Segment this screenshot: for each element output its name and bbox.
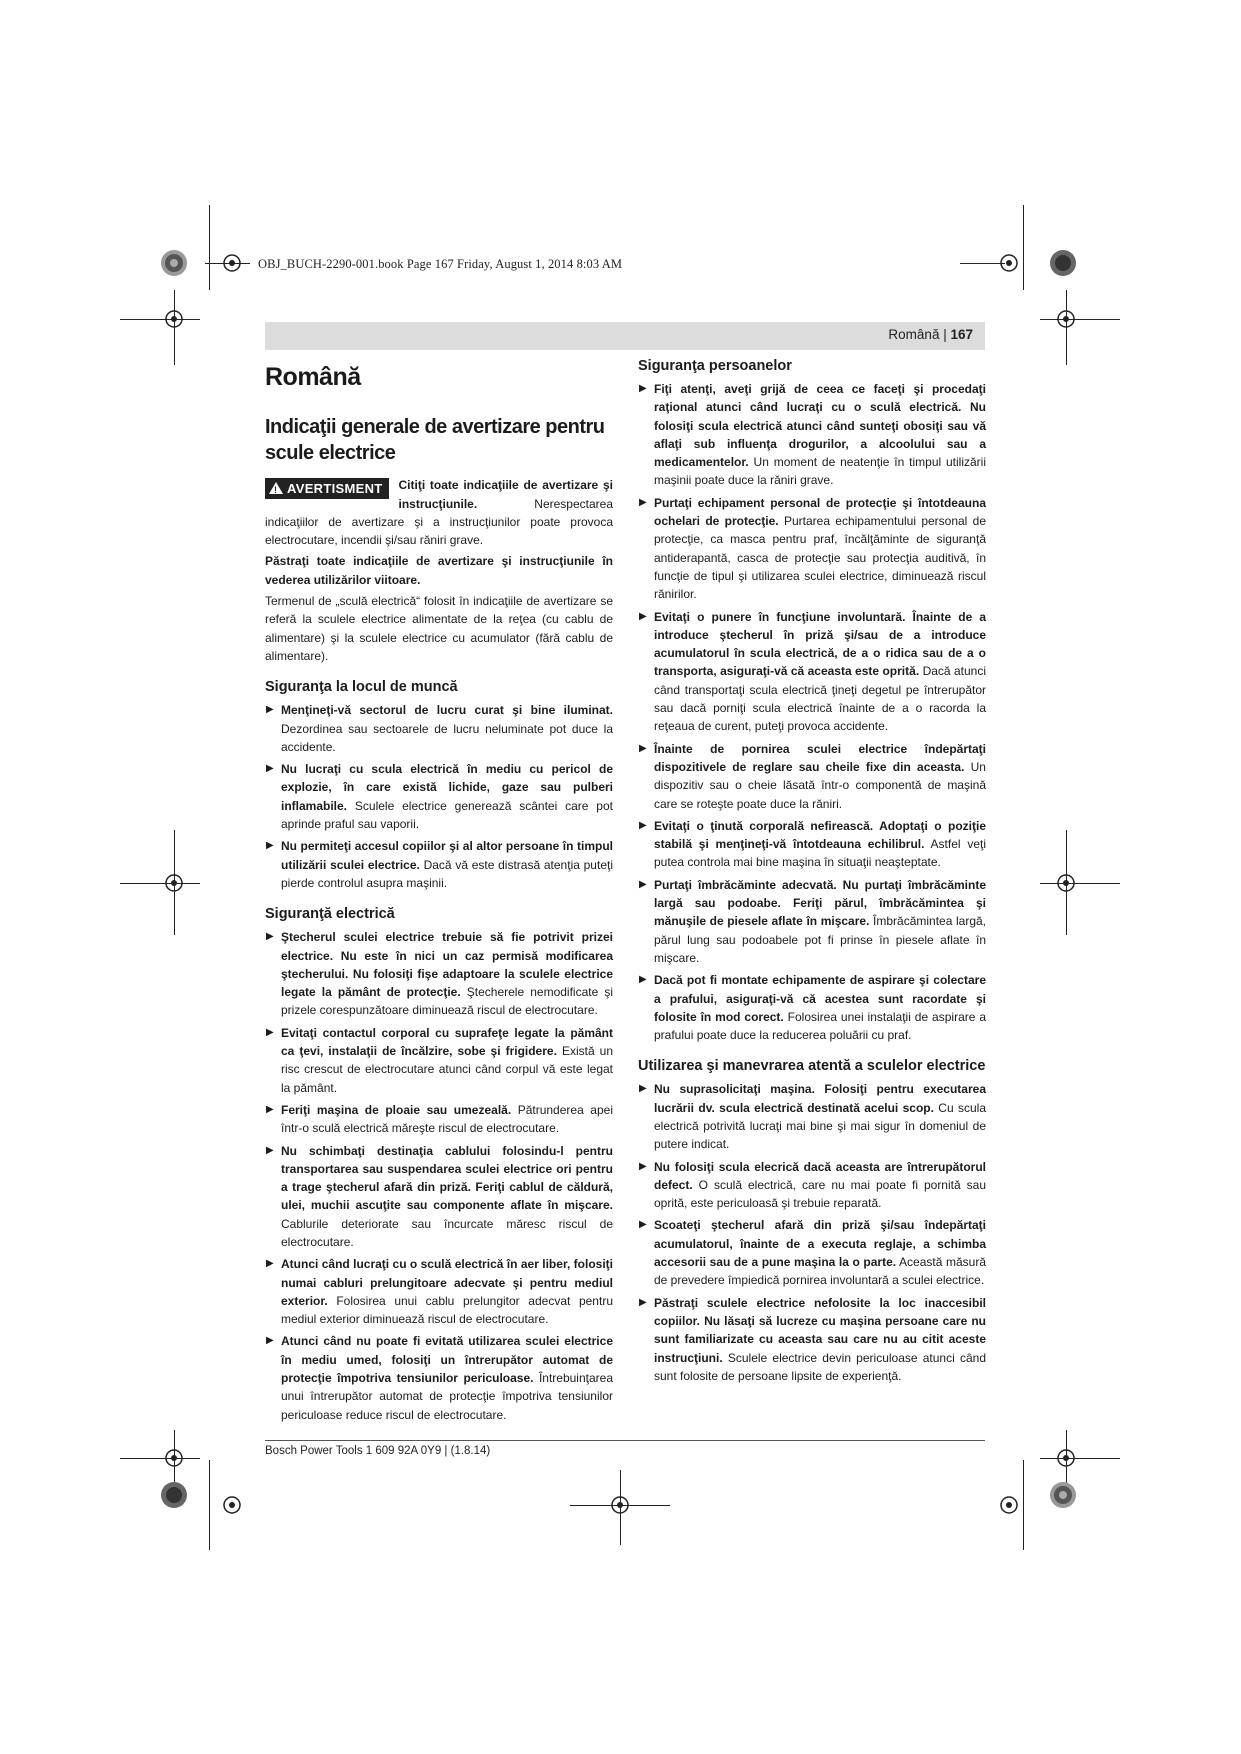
list-item [638,971,986,1044]
list-item [638,740,986,813]
item-text: Îmbrăcămintea largă, părul lung sau podoabele pot fi prinse în piesele aflate în mişcare. [654,914,986,965]
item-text: Întrebuinţarea unui întrerupător automat de protecţie împotriva tensiunilor periculoase reduce riscul de electrocutare. [281,1371,613,1422]
item-text: Dacă vă este distrasă atenţia puteţi pierde controlul asupra maşinii. [281,857,613,890]
bullet-arrow-icon: ▶ [639,878,647,890]
section-heading: Utilizarea şi manevrarea atentă a sculelor electrice [638,1058,986,1075]
item-text: Folosirea unei instalaţii de aspirare a prafului poate duce la reducerea poluării cu praf. [654,1009,986,1043]
page-number: 167 [950,327,973,342]
item-bold-text: Purtaţi îmbrăcăminte adecvată. Nu purtaţi îmbrăcăminte largă sau podoabe. Feriţi părul, îmbrăcămintea şi mănuşile de piesele aflate în mişcare. [654,877,986,929]
list-item [265,1024,613,1097]
bullet-arrow-icon: ▶ [639,742,647,754]
crosshair-icon [1053,306,1079,332]
item-text: O sculă electrică, care nu mai poate fi pornită sau oprită, este periculoasă şi trebuie reparată. [654,1177,986,1211]
crosshair-icon [219,250,245,276]
crosshair-icon [607,1492,633,1518]
item-text: Purtarea echipamentului personal de protecţie, ca masca pentru praf, încălţăminte de siguranţă antiderapantă, casca de protecţie sau protecţia auditivă, în funcţie de tipul şi utilizarea sculei electrice, diminuează riscul rănirilor. [654,514,987,602]
left-column [265,356,613,1428]
item-text: Cablurile deteriorate sau încurcate măresc riscul de electrocutare. [281,1216,613,1249]
item-text: Un moment de neatenţie în timpul utilizării maşinii poate duce la răniri grave. [654,455,986,488]
warning-text: Nerespectarea indicaţiilor de avertizare şi a instrucţiunilor poate provoca electrocutare, incendii şi/sau răniri grave. [265,496,613,548]
bullet-arrow-icon: ▶ [266,1335,274,1347]
book-slug: OBJ_BUCH-2290-001.book Page 167 Friday, August 1, 2014 8:03 AM [258,257,623,271]
list-item [638,1294,986,1385]
registration-target-icon [159,1480,189,1510]
bullet-arrow-icon: ▶ [639,819,647,831]
right-column [638,356,986,1389]
list-item [638,1158,986,1213]
list-item [638,380,986,490]
list-item [638,608,986,736]
item-bold-text: Scoateţi ştecherul afară din priză şi/sau îndepărtaţi acumulatorul, înainte de a executa reglaje, a schimba accesorii sau de a pune maşina la o parte. [654,1218,986,1270]
bullet-arrow-icon: ▶ [639,974,647,986]
bullet-arrow-icon: ▶ [266,1144,274,1156]
bullet-list [638,380,986,1044]
item-bold-text: Înainte de pornirea sculei electrice îndepărtaţi dispozitivele de reglare sau cheile fixe din aceasta. [654,741,986,774]
item-text: Ştecherele nemodificate şi prizele corespunzătoare diminuează riscul de electrocutare. [281,985,614,1018]
header-separator: | [939,327,951,342]
bullet-arrow-icon: ▶ [639,610,647,622]
item-bold-text: Nu folosiţi scula elecrică dacă aceasta are întrerupătorul defect. [654,1159,986,1192]
item-bold-text: Feriţi maşina de ploaie sau umezeală. [281,1102,512,1117]
item-text: Folosirea unui cablu prelungitor adecvat pentru mediul exterior diminuează riscul de electrocutare. [281,1293,613,1327]
list-item [638,1216,986,1289]
list-item [638,1080,986,1153]
item-bold-text: Nu lucraţi cu scula electrică în mediu cu pericol de explozie, în care există lichide, gaze sau pulberi inflamabile. [281,762,613,813]
bullet-arrow-icon: ▶ [639,1219,647,1231]
item-text: Această măsură de prevedere împiedică pornirea involuntară a sculei electrice. [654,1255,986,1288]
warning-badge-label: AVERTISMENT [287,481,383,497]
bullet-arrow-icon: ▶ [639,496,647,508]
section-heading: Siguranţă electrică [265,906,395,923]
item-text: Un dispozitiv sau o cheie lăsată într-o componentă de maşină care se roteşte poate duce la răniri. [654,759,986,811]
right-sections [638,356,986,1385]
header-section: Română [888,327,940,342]
item-text: Cu scula electrică potrivită lucraţi mai bine şi mai sigur în domeniul de putere indicat. [654,1100,986,1152]
item-text: Pătrunderea apei într-o sculă electrică măreşte riscul de electrocutare. [281,1102,613,1136]
left-sections [265,677,613,1424]
bullet-arrow-icon: ▶ [639,1160,647,1172]
bullet-list [265,928,613,1424]
registration-target-icon [159,248,189,278]
list-item [265,760,613,833]
warning-triangle-icon [269,482,283,494]
item-bold-text: Nu permiteţi accesul copiilor şi al altor persoane în timpul utilizării sculei electrice. [281,839,613,872]
bullet-arrow-icon: ▶ [266,1026,274,1038]
item-bold-text: Purtaţi echipament personal de protecţie şi întotdeauna ochelari de protecţie. [654,495,986,529]
item-bold-text: Evitaţi o ţinută corporală nefirească. Adoptaţi o poziţie stabilă şi menţineţi-vă întotdeauna echilibrul. [654,818,986,852]
item-bold-text: Dacă pot fi montate echipamente de aspirare şi colectare a prafului, asiguraţi-vă că acestea sunt racordate şi folosite în mod corect. [654,973,986,1024]
item-bold-text: Păstraţi sculele electrice nefolosite la loc inaccesibil copiilor. Nu lăsaţi să lucreze cu maşina persoane care nu sunt familiarizate cu aceasta sau care nu au citit aceste instrucţiuni. [654,1295,986,1365]
item-text: Astfel veţi putea controla mai bine maşina în situaţii neaşteptate. [654,837,986,870]
page-header [265,322,985,350]
header-page-label [888,327,973,342]
item-text: Sculele electrice generează scântei care pot aprinde praful sau vaporii. [281,798,613,832]
bullet-list [638,1080,986,1385]
footer-text: Bosch Power Tools 1 609 92A 0Y9 | (1.8.14) [265,1445,491,1457]
bullet-arrow-icon: ▶ [266,763,274,775]
list-item [265,701,613,756]
item-bold-text: Fiţi atenţi, aveţi grijă de ceea ce faceţi şi procedaţi raţional atunci când lucraţi cu o sculă electrică. Nu folosiţi scula electrică atunci când sunteţi obosiţi sau vă aflaţi sub influenţa drogurilor, a alcoolului sau a medicamentelor. [654,382,986,470]
keep-instructions-text: Păstraţi toate indicaţiile de avertizare şi instrucţiunile în vederea utilizărilor viitoare. [265,554,613,587]
bullet-arrow-icon: ▶ [266,1103,274,1115]
bullet-arrow-icon: ▶ [266,840,274,852]
bullet-arrow-icon: ▶ [639,383,647,394]
item-text: Dezordinea sau sectoarele de lucru neluminate pot duce la accidente. [281,721,613,754]
list-item [265,1101,613,1138]
item-bold-text: Menţineţi-vă sectorul de lucru curat şi bine iluminat. [281,703,613,718]
crosshair-icon [1053,870,1079,896]
crosshair-icon [996,250,1022,276]
item-text: Sculele electrice devin periculoase atunci când sunt folosite de persoane lipsite de experienţă. [654,1350,986,1383]
list-item [265,837,613,892]
item-text: Dacă atunci când transportaţi scula electrică ţineţi degetul pe întrerupător sau dacă porniţi scula electrică înainte de a o racorda la reţeaua de curent, puteţi provoca accidente. [654,664,987,734]
list-item [265,1332,613,1423]
warning-block [265,476,613,552]
item-text: Există un risc crescut de electrocutare atunci când corpul vă este legat la pământ. [281,1044,613,1095]
section-title: Indicaţii generale de avertizare pentru scule electrice [265,416,605,465]
item-bold-text: Nu suprasolicitaţi maşina. Folosiţi pentru executarea lucrării dv. scula electrică destinată acelui scop. [654,1082,986,1115]
list-item [265,928,613,1019]
registration-target-icon [1048,1480,1078,1510]
page-title: Română [265,363,361,391]
crosshair-icon [161,870,187,896]
bullet-arrow-icon: ▶ [639,1083,647,1095]
item-bold-text: Atunci când nu poate fi evitată utilizarea sculei electrice în mediu umed, folosiţi un întrerupător automat de protecţie împotriva tensiunilor periculoase. [281,1334,613,1386]
bullet-arrow-icon: ▶ [639,1296,647,1308]
warning-badge [265,478,389,499]
list-item [638,817,986,872]
list-item [265,1255,613,1328]
footer-rule [265,1440,985,1441]
crosshair-icon [219,1492,245,1518]
bullet-arrow-icon: ▶ [266,1258,274,1270]
list-item [638,494,986,604]
bullet-arrow-icon: ▶ [266,931,274,943]
item-bold-text: Atunci când lucraţi cu o sculă electrică în aer liber, folosiţi numai cabluri prelungitoare adecvate şi pentru mediul exterior. [281,1257,613,1308]
term-definition-text: Termenul de „sculă electrică“ folosit în indicaţiile de avertizare se referă la sculele electrice alimentate de la reţea (cu cablu de alimentare) şi la sculele electrice cu acumulator (fără cablu de alimentare). [265,594,613,663]
item-bold-text: Evitaţi o punere în funcţiune involuntară. Înainte de a introduce ştecherul în priză şi/sau de a introduce acumulatorul în scula electrică, de a o ridica sau de a o transporta, asiguraţi-vă că aceasta este oprită. [654,609,986,679]
item-bold-text: Evitaţi contactul corporal cu suprafeţe legate la pământ ca ţevi, instalaţii de încălzire, sobe şi frigidere. [281,1025,613,1059]
section-heading: Siguranţa la locul de muncă [265,679,458,696]
bullet-list [265,701,613,892]
crosshair-icon [161,306,187,332]
crosshair-icon [161,1445,187,1471]
item-bold-text: Nu schimbaţi destinaţia cablului folosindu-l pentru transportarea sau suspendarea sculei electrice ori pentru a trage ştecherul afară din priză. Feriţi cablul de căldură, ulei, muchii ascuţite sau componente aflate în mişcare. [281,1143,613,1213]
list-item [638,876,986,967]
bullet-arrow-icon: ▶ [266,704,274,716]
list-item [265,1142,613,1252]
crosshair-icon [1053,1445,1079,1471]
crosshair-icon [996,1492,1022,1518]
item-bold-text: Ştecherul sculei electrice trebuie să fie potrivit prizei electrice. Nu este în nici un caz permisă modificarea ştecherului. Nu folosiţi fişe adaptoare la sculele electrice legate la pământ de protecţie. [281,930,613,1000]
section-heading: Siguranţa persoanelor [638,358,792,374]
warning-bold-text: Citiţi toate indicaţiile de avertizare şi instrucţiunile. [398,478,613,511]
registration-target-icon [1048,248,1078,278]
